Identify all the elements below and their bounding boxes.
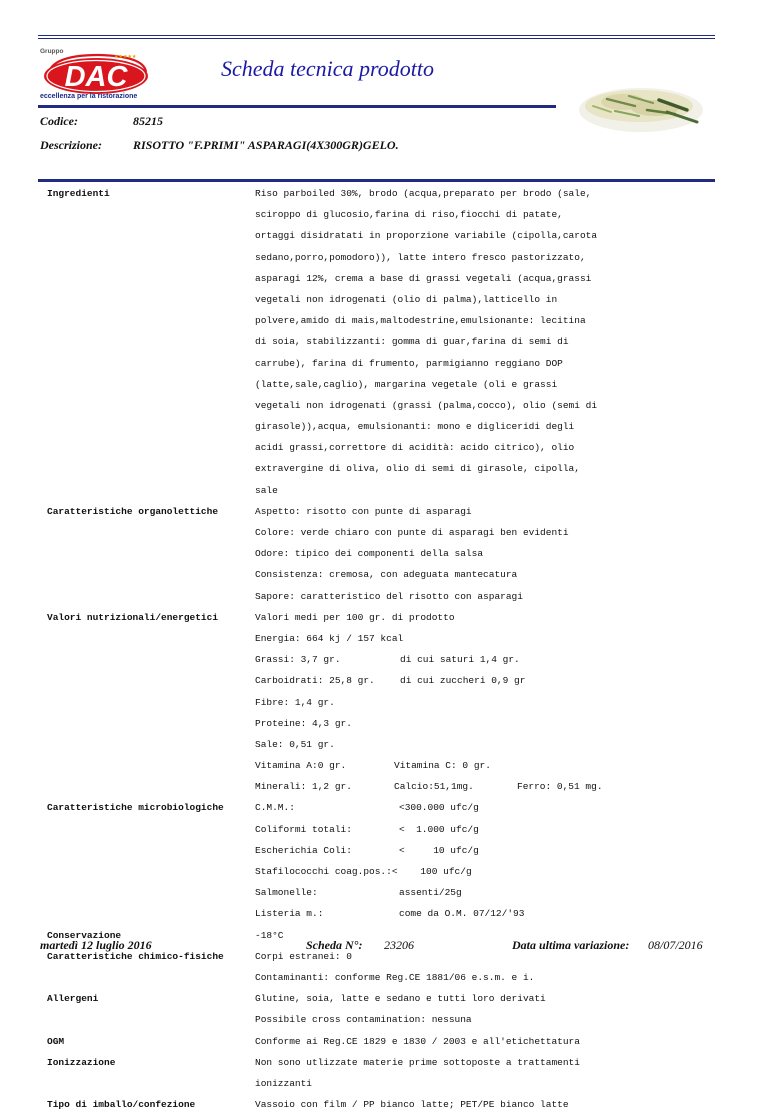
text-line: Energia: 664 kj / 157 kcal <box>255 632 404 644</box>
section-nutrition <box>47 607 727 798</box>
text-line: Odore: tipico dei componenti della salsa <box>255 548 484 560</box>
text-line: polvere,amido di mais,maltodestrine,emulsionante: lecitina <box>255 315 586 327</box>
nutrition-cell: Grassi: 3,7 gr. <box>255 654 341 666</box>
micro-cell: Coliformi totali: <box>255 823 352 835</box>
micro-cell: < 1.000 ufc/g <box>399 823 479 835</box>
section-body <box>255 1031 685 1052</box>
nutrition-row <box>255 670 685 691</box>
nutrition-cell: Vitamina A:0 gr. <box>255 760 347 772</box>
section-ingredients <box>47 183 727 501</box>
logo-group-text: Gruppo <box>40 48 64 55</box>
body-rule <box>38 179 715 182</box>
micro-row <box>255 861 685 882</box>
last-update-date: 08/07/2016 <box>648 938 703 952</box>
text-line: (latte,sale,caglio), margarina vegetale (oli e grassi <box>255 378 558 390</box>
nutrition-cell: di cui saturi 1,4 gr. <box>400 654 520 666</box>
section-microbiology <box>47 797 727 924</box>
text-line: Aspetto: risotto con punte di asparagi <box>255 505 472 517</box>
micro-cell: Escherichia Coli: <box>255 844 352 856</box>
spec-sections <box>47 183 727 1115</box>
nutrition-cell: Sale: 0,51 gr. <box>255 738 335 750</box>
description-label: Descrizione: <box>40 138 102 152</box>
text-line: Possibile cross contamination: nessuna <box>255 1014 472 1026</box>
micro-cell: Stafilococchi coag.pos.:< <box>255 866 398 877</box>
nutrition-cell: Vitamina C: 0 gr. <box>394 760 491 772</box>
nutrition-row <box>255 755 685 776</box>
text-line: Non sono utlizzate materie prime sottoposte a trattamenti <box>255 1056 580 1068</box>
section-label: Caratteristiche microbiologiche <box>47 802 224 814</box>
text-line: sale <box>255 484 278 496</box>
section-body <box>255 183 685 501</box>
text-line: girasole)),acqua, emulsionanti: mono e digliceridi degli <box>255 421 575 433</box>
text-line: Valori medi per 100 gr. di prodotto <box>255 611 455 623</box>
section-label: Ionizzazione <box>47 1056 116 1068</box>
text-line: Contaminanti: conforme Reg.CE 1881/06 e.s.m. e i. <box>255 971 535 983</box>
nutrition-cell: Ferro: 0,51 mg. <box>517 781 603 793</box>
top-rule <box>38 35 715 36</box>
text-line: Riso parboiled 30%, brodo (acqua,preparato per brodo (sale, <box>255 188 592 199</box>
nutrition-cell: Proteine: 4,3 gr. <box>255 717 352 729</box>
text-line: Conforme ai Reg.CE 1829 e 1830 / 2003 e all'etichettatura <box>255 1035 580 1047</box>
text-line: extravergine di oliva, olio di semi di girasole, cipolla, <box>255 463 580 475</box>
micro-cell: < 10 ufc/g <box>399 844 479 856</box>
section-label: Valori nutrizionali/energetici <box>47 611 219 623</box>
nutrition-cell: Calcio:51,1mg. <box>394 781 474 793</box>
nutrition-cell: di cui zuccheri 0,9 gr <box>400 675 526 687</box>
logo-brand-text: DAC <box>64 61 128 93</box>
text-line: -18°C <box>255 929 284 941</box>
risotto-photo <box>563 66 713 146</box>
nutrition-row <box>255 713 685 734</box>
nutrition-cell: Carboidrati: 25,8 gr. <box>255 675 375 687</box>
section-body <box>255 1094 685 1115</box>
micro-cell: Listeria m.: <box>255 908 324 920</box>
text-line: sciroppo di glucosio,farina di riso,fiocchi di patate, <box>255 209 563 221</box>
text-line: Consistenza: cremosa, con adeguata mantecatura <box>255 569 518 581</box>
text-line: asparagi 12%, crema a base di grassi vegetali (acqua,grassi <box>255 272 592 284</box>
section-label: Conservazione <box>47 929 122 941</box>
section-label: Tipo di imballo/confezione <box>47 1099 196 1111</box>
text-line: Glutine, soia, latte e sedano e tutti loro derivati <box>255 993 546 1005</box>
section-organoleptic <box>47 501 727 607</box>
nutrition-row <box>255 692 685 713</box>
micro-cell: assenti/25g <box>399 887 462 899</box>
nutrition-row <box>255 649 685 670</box>
micro-row <box>255 819 685 840</box>
svg-text:★★★★★: ★★★★★ <box>114 54 137 60</box>
micro-cell: 100 ufc/g <box>397 866 472 877</box>
section-label: OGM <box>47 1035 65 1047</box>
section-body <box>255 501 685 607</box>
micro-row <box>255 840 685 861</box>
footer-date: martedì 12 luglio 2016 <box>40 938 152 952</box>
text-line: sedano,porro,pomodoro)), latte intero fresco pastorizzato, <box>255 251 586 263</box>
section-label: Allergeni <box>47 993 99 1005</box>
micro-row <box>255 797 685 818</box>
section-gmo <box>47 1031 727 1052</box>
section-body <box>255 797 685 924</box>
last-update-label: Data ultima variazione: <box>512 938 630 952</box>
text-line: carrube), farina di frumento, parmigianno reggiano DOP <box>255 357 563 369</box>
code-value: 85215 <box>133 114 163 128</box>
top-rule-inner <box>38 38 715 39</box>
section-packaging <box>47 1094 727 1115</box>
text-line: ionizzanti <box>255 1077 313 1089</box>
page-title: Scheda tecnica prodotto <box>221 56 435 81</box>
text-line: vegetali non idrogenati (olio di palma),latticello in <box>255 293 558 305</box>
section-label: Ingredienti <box>47 188 110 199</box>
section-body <box>255 607 685 798</box>
text-line: acidi grassi,correttore di acidità: acido citrico), olio <box>255 442 575 454</box>
section-body <box>255 988 685 1030</box>
code-label: Codice: <box>40 114 78 128</box>
sheet-number-value: 23206 <box>384 938 414 952</box>
micro-cell: come da O.M. 07/12/'93 <box>399 908 525 920</box>
section-label: Caratteristiche chimico-fisiche <box>47 950 224 962</box>
section-ionization <box>47 1052 727 1094</box>
micro-cell: Salmonelle: <box>255 887 318 899</box>
micro-cell: C.M.M.: <box>255 802 295 814</box>
micro-row <box>255 882 685 903</box>
header-rule <box>38 105 556 108</box>
text-line: Sapore: caratteristico del risotto con asparagi <box>255 590 523 602</box>
logo-tagline: eccellenza per la ristorazione <box>40 93 138 100</box>
sheet-number-label: Scheda N°: <box>306 938 363 952</box>
nutrition-cell: Minerali: 1,2 gr. <box>255 781 352 793</box>
section-body <box>255 1052 685 1094</box>
text-line: Corpi estranei: 0 <box>255 950 352 962</box>
description-value: RISOTTO "F.PRIMI" ASPARAGI(4X300GR)GELO. <box>133 138 399 152</box>
text-line: Colore: verde chiaro con punte di asparagi ben evidenti <box>255 527 569 538</box>
text-line: vegetali non idrogenati (grassi (palma,cocco), olio (semi di <box>255 399 598 411</box>
nutrition-row <box>255 776 685 797</box>
micro-cell: <300.000 ufc/g <box>399 802 479 814</box>
text-line: di soia, stabilizzanti: gomma di guar,farina di semi di <box>255 336 569 348</box>
nutrition-cell: Fibre: 1,4 gr. <box>255 696 335 708</box>
section-label: Caratteristiche organolettiche <box>47 505 219 517</box>
section-allergens <box>47 988 727 1030</box>
text-line: Vassoio con film / PP bianco latte; PET/PE bianco latte <box>255 1099 569 1111</box>
text-line: ortaggi disidratati in proporzione variabile (cipolla,carota <box>255 230 598 242</box>
micro-row <box>255 903 685 924</box>
nutrition-row <box>255 734 685 755</box>
